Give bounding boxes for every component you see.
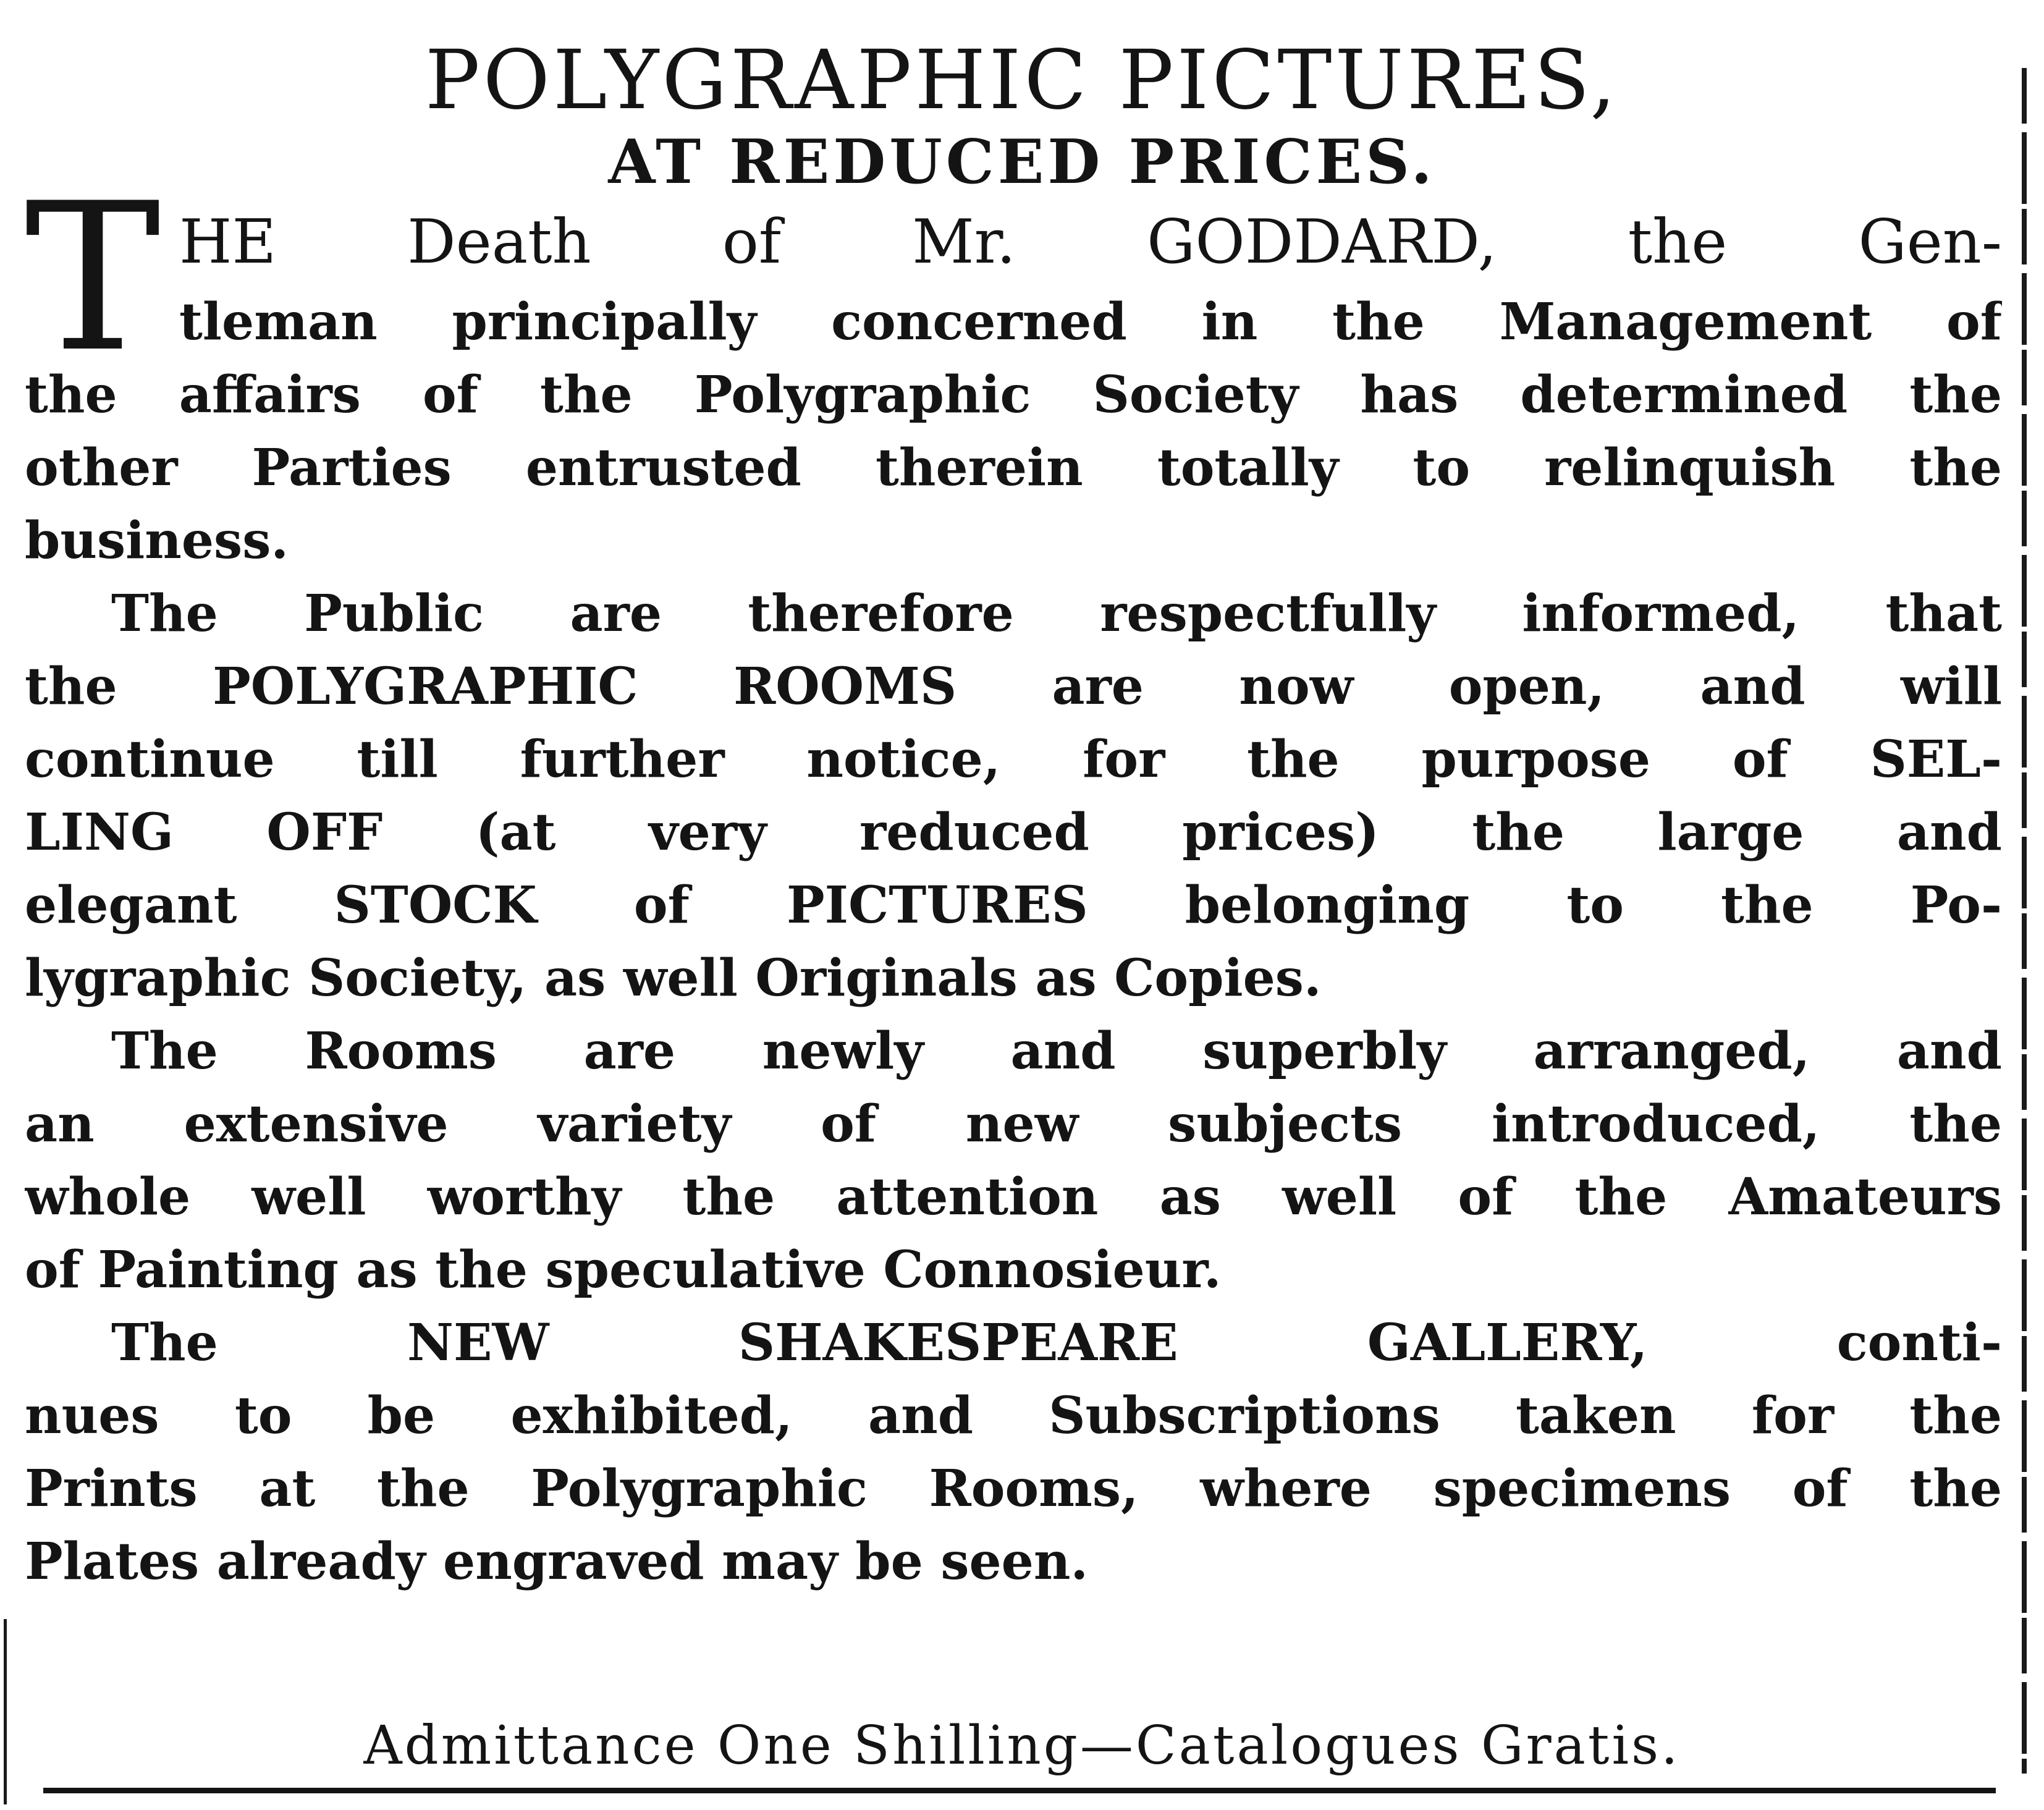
paragraph-2-line: elegant STOCK of PICTURES belonging to the Po- bbox=[25, 876, 2002, 935]
paragraph-1-line: other Parties entrusted therein totally to relinquish the bbox=[25, 438, 2002, 497]
paragraph-1-line: business. bbox=[25, 511, 289, 570]
ad-title: POLYGRAPHIC PICTURES, bbox=[424, 33, 1620, 128]
paragraph-3-line: whole well worthy the attention as well of the Amateurs bbox=[25, 1167, 2002, 1227]
paragraph-1-line: HE Death of Mr. GODDARD, the Gen- bbox=[179, 207, 2002, 277]
paragraph-2-line: lygraphic Society, as well Originals as Copies. bbox=[25, 949, 1322, 1008]
paragraph-4-line: Plates already engraved may be seen. bbox=[25, 1532, 1088, 1591]
paragraph-4-line: nues to be exhibited, and Subscriptions taken for the bbox=[25, 1386, 2002, 1445]
drop-cap: T bbox=[25, 159, 161, 397]
paragraph-2-line: The Public are therefore respectfully informed, that bbox=[111, 584, 2002, 643]
bottom-rule bbox=[43, 1788, 1996, 1793]
paragraph-3-line: an extensive variety of new subjects introduced, the bbox=[25, 1094, 2002, 1154]
paragraph-3-line: of Painting as the speculative Connosieur. bbox=[25, 1240, 1222, 1300]
paragraph-2-line: continue till further notice, for the purpose of SEL- bbox=[25, 730, 2002, 789]
paragraph-4-line: The NEW SHAKESPEARE GALLERY, conti- bbox=[111, 1313, 2002, 1372]
paragraph-2-line: the POLYGRAPHIC ROOMS are now open, and will bbox=[25, 657, 2002, 716]
paragraph-4-line: Prints at the Polygraphic Rooms, where specimens of the bbox=[25, 1459, 2002, 1518]
ad-body bbox=[25, 199, 2002, 1598]
paragraph-1-line: the affairs of the Polygraphic Society has determined the bbox=[25, 365, 2002, 425]
paragraph-3-line: The Rooms are newly and superbly arranged, and bbox=[111, 1021, 2002, 1081]
paragraph-1-line: tleman principally concerned in the Management of bbox=[179, 292, 2002, 352]
paragraph-2-line: LING OFF (at very reduced prices) the large and bbox=[25, 803, 2002, 862]
column-rule-right bbox=[2022, 68, 2027, 1774]
ad-subtitle: AT REDUCED PRICES. bbox=[608, 127, 1436, 198]
admittance-line: Admittance One Shilling—Catalogues Gratis. bbox=[363, 1715, 1681, 1777]
